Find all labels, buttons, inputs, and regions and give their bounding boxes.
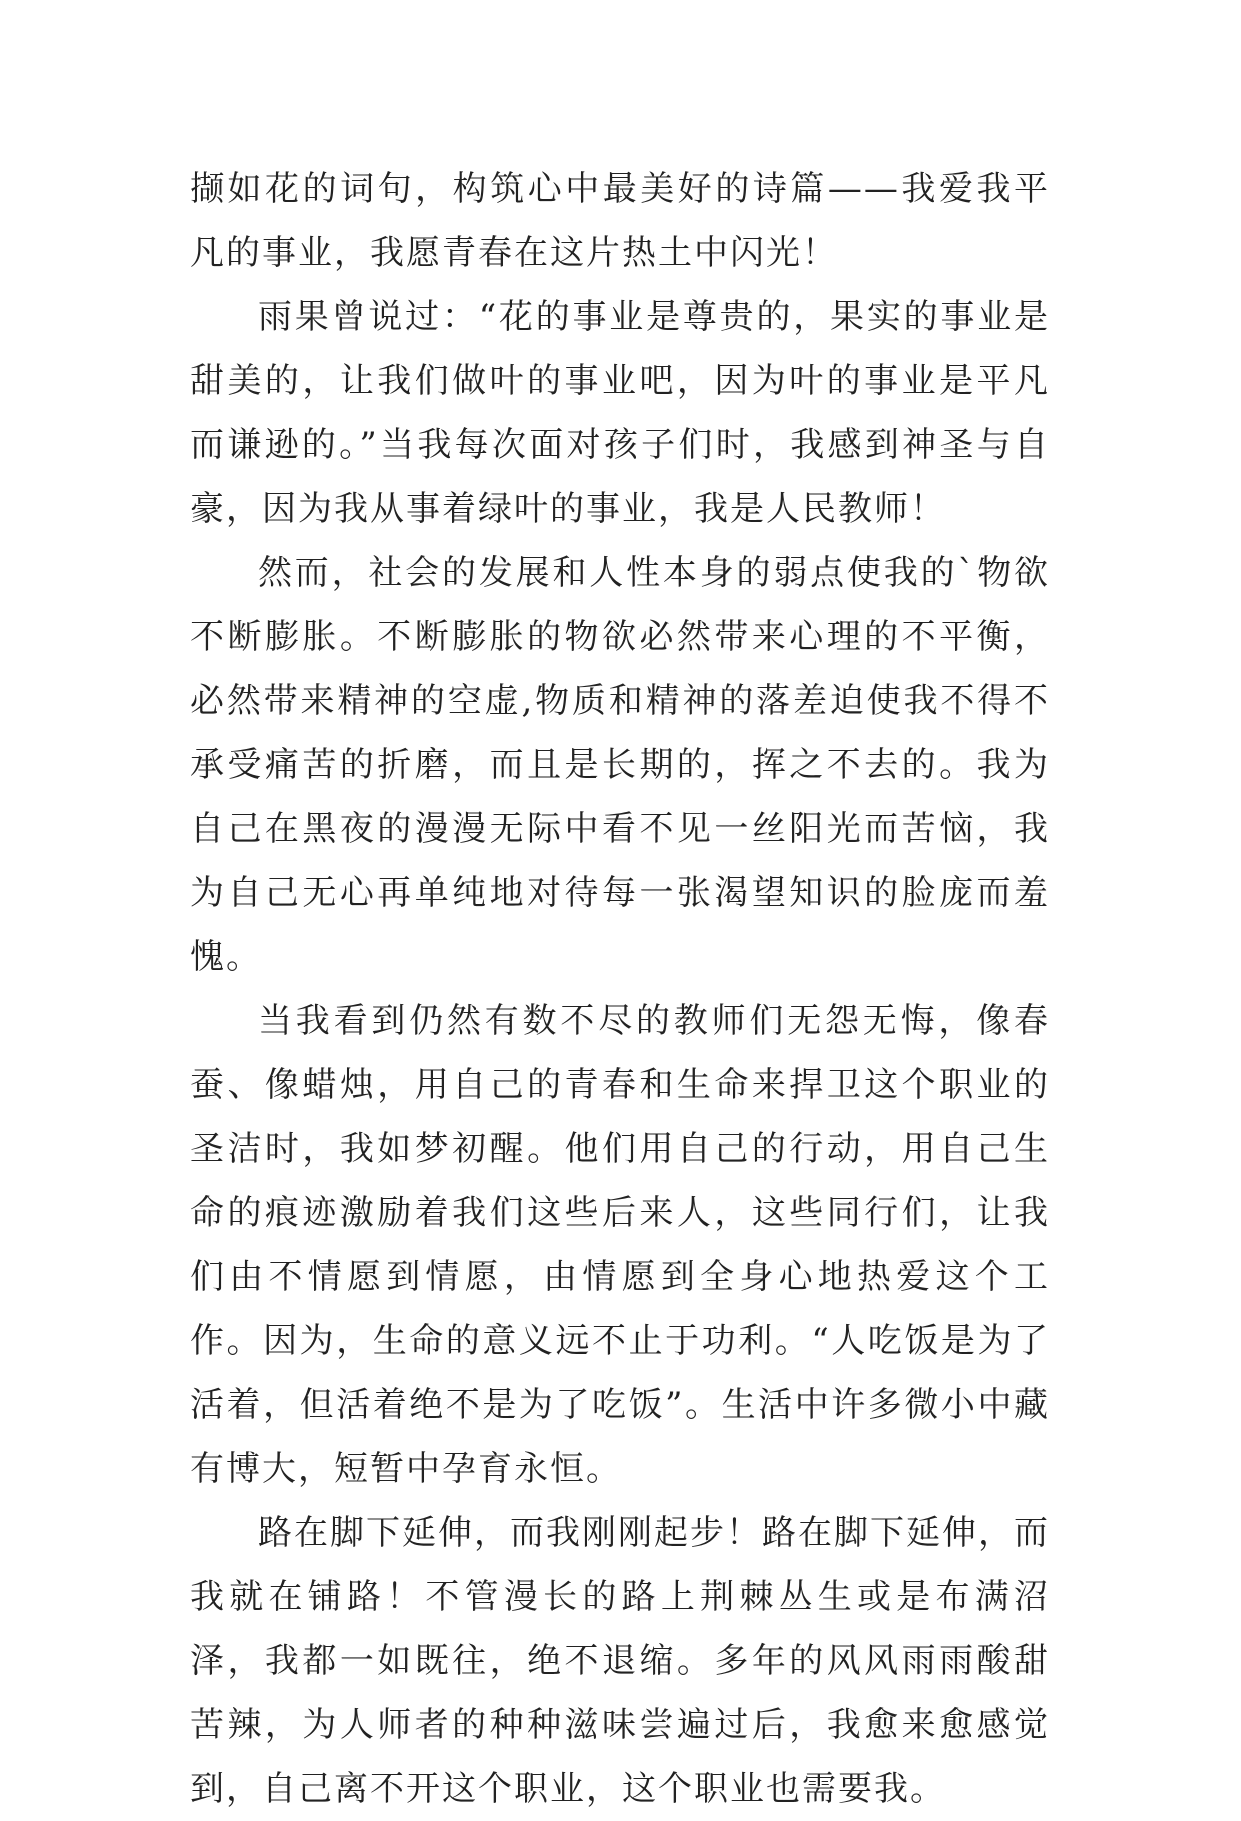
document-body xyxy=(190,157,1050,1821)
paragraph-3: 然而，社会的发展和人性本身的弱点使我的`物欲不断膨胀。不断膨胀的物欲必然带来心理的不平衡，必然带来精神的空虚,物质和精神的落差迫使我不得不承受痛苦的折磨，而且是长期的，挥之不去的。我为自己在黑夜的漫漫无际中看不见一丝阳光而苦恼，我为自己无心再单纯地对待每一张渴望知识的脸庞而羞愧。 xyxy=(190,553,1050,977)
paragraph-4: 当我看到仍然有数不尽的教师们无怨无悔，像春蚕、像蜡烛，用自己的青春和生命来捍卫这个职业的圣洁时，我如梦初醒。他们用自己的行动，用自己生命的痕迹激励着我们这些后来人，这些同行们，让我们由不情愿到情愿，由情愿到全身心地热爱这个工作。因为，生命的意义远不止于功利。“人吃饭是为了活着，但活着绝不是为了吃饭”。生活中许多微小中藏有博大，短暂中孕育永恒。 xyxy=(190,1001,1050,1489)
paragraph-1: 撷如花的词句，构筑心中最美好的诗篇——我爱我平凡的事业，我愿青春在这片热土中闪光！ xyxy=(190,169,1050,273)
paragraph-5: 路在脚下延伸，而我刚刚起步！路在脚下延伸，而我就在铺路！不管漫长的路上荆棘丛生或是布满沼泽，我都一如既往，绝不退缩。多年的风风雨雨酸甜苦辣，为人师者的种种滋味尝遍过后，我愈来愈感觉到，自己离不开这个职业，这个职业也需要我。 xyxy=(190,1513,1050,1809)
paragraph-2: 雨果曾说过：“花的事业是尊贵的，果实的事业是甜美的，让我们做叶的事业吧，因为叶的事业是平凡而谦逊的。”当我每次面对孩子们时，我感到神圣与自豪，因为我从事着绿叶的事业，我是人民教师！ xyxy=(190,297,1050,529)
